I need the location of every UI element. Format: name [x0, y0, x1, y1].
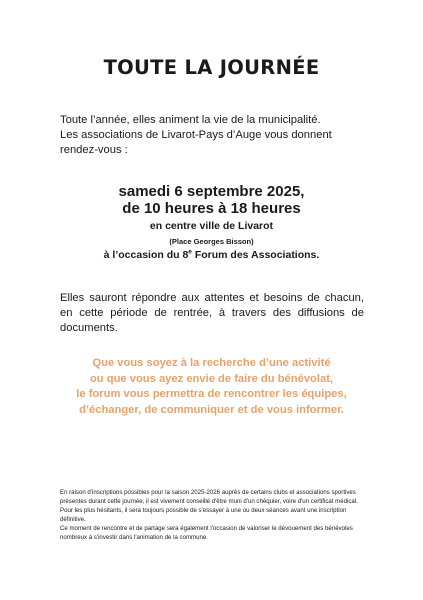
event-occasion-prefix: à l’occasion du 8	[103, 249, 189, 261]
event-place: en centre ville de Livarot	[149, 220, 274, 232]
body-paragraph: Elles sauront répondre aux attentes et besoins de chacun, en cette période de rentrée, à travers des diffusions de documents.	[60, 292, 364, 334]
highlight-line: le forum vous permettra de rencontrer les équipes,	[76, 388, 347, 400]
event-occasion	[0, 248, 423, 263]
event-place-detail: (Place Georges Bisson)	[169, 237, 254, 246]
footnote	[60, 488, 367, 542]
event-date: samedi 6 septembre 2025,	[118, 183, 305, 200]
event-details	[0, 183, 423, 263]
event-occasion-ordinal: e	[188, 248, 192, 256]
highlight-line: Que vous soyez à la recherche d’une activité	[92, 357, 331, 369]
highlight-line: ou que vous ayez envie de faire du bénévolat,	[89, 372, 334, 385]
intro-line-2: Les associations de Livarot-Pays d’Auge vous donnent rendez-vous :	[60, 129, 332, 156]
intro-line-1: Toute l’année, elles animent la vie de la municipalité.	[60, 114, 321, 126]
event-time: de 10 heures à 18 heures	[122, 200, 301, 217]
intro-paragraph	[60, 113, 370, 158]
highlight-block	[0, 356, 423, 418]
highlight-line: d’échanger, de communiquer et de vous informer.	[79, 403, 344, 416]
event-occasion-suffix: Forum des Associations.	[191, 249, 320, 261]
footnote-paragraph-2: Ce moment de rencontre et de partage sera également l'occasion de valoriser le dévouement des bénévoles nombreux à s'investir dans l'animation de la commune.	[60, 525, 353, 541]
footnote-paragraph-1: En raison d'inscriptions possibles pour la saison 2025-2026 auprès de certains clubs et associations sportives présentes durant cette journée, il est vivement conseillé d'être muni d'un chéquier, voire d'un certificat médical. Pour les plus hésitants, il sera toujours possible de s'essayer à une ou deux séances avant une inscription définitive.	[60, 489, 358, 523]
page-title: TOUTE LA JOURNÉE	[103, 56, 320, 79]
